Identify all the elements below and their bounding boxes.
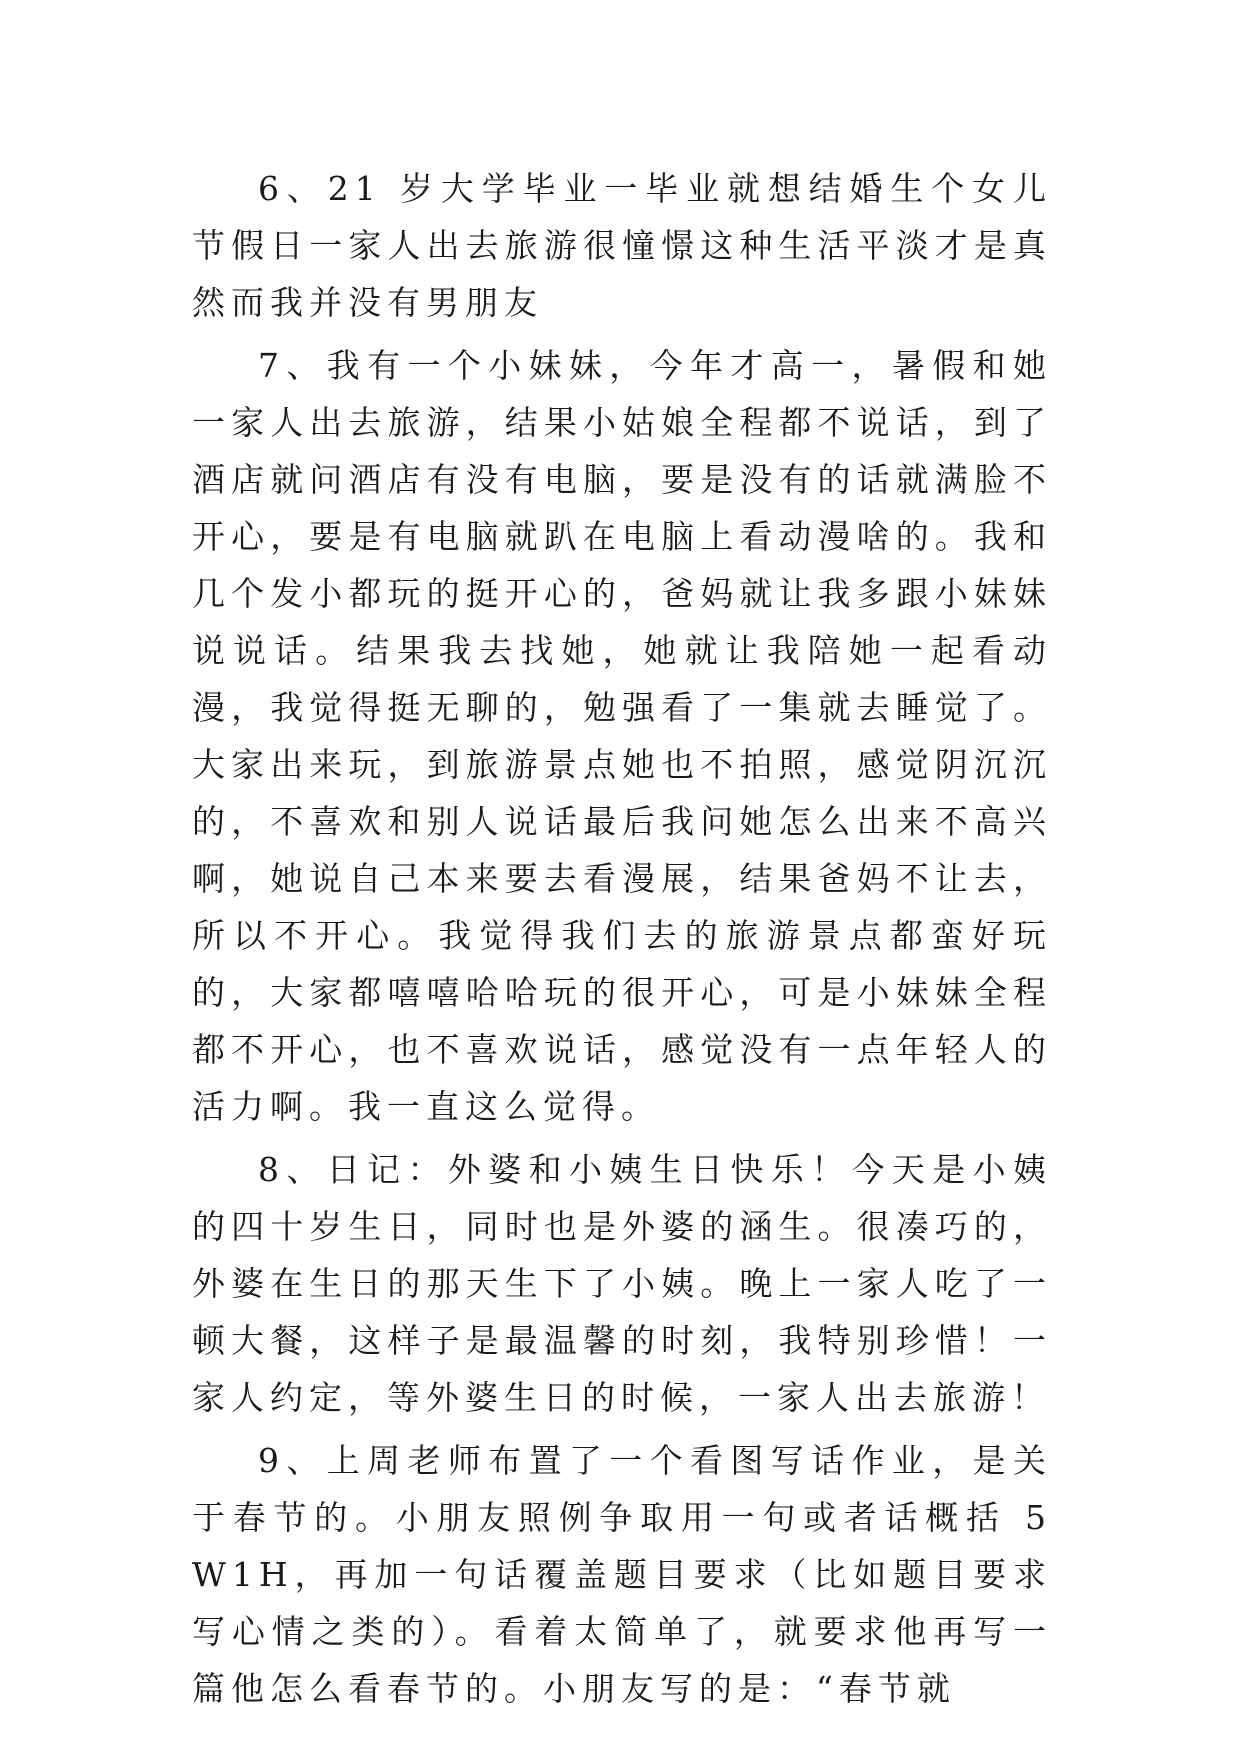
paragraph-6: 6、21 岁大学毕业一毕业就想结婚生个女儿节假日一家人出去旅游很憧憬这种生活平淡才是真然而我并没有男朋友 bbox=[192, 169, 1052, 322]
paragraph-7: 7、我有一个小妹妹，今年才高一，暑假和她一家人出去旅游，结果小姑娘全程都不说话，到了酒店就问酒店有没有电脑，要是没有的话就满脸不开心，要是有电脑就趴在电脑上看动漫啥的。我和几个发小都玩的挺开心的，爸妈就让我多跟小妹妹说说话。结果我去找她，她就让我陪她一起看动漫，我觉得挺无聊的，勉强看了一集就去睡觉了。大家出来玩，到旅游景点她也不拍照，感觉阴沉沉的，不喜欢和别人说话最后我问她怎么出来不高兴啊，她说自己本来要去看漫展，结果爸妈不让去，所以不开心。我觉得我们去的旅游景点都蛮好玩的，大家都嘻嘻哈哈玩的很开心，可是小妹妹全程都不开心，也不喜欢说话，感觉没有一点年轻人的活力啊。我一直这么觉得。 bbox=[192, 346, 1052, 1126]
document-body bbox=[192, 160, 1052, 1717]
paragraph-8: 8、日记：外婆和小姨生日快乐！今天是小姨的四十岁生日，同时也是外婆的涵生。很凑巧的，外婆在生日的那天生下了小姨。晚上一家人吃了一顿大餐，这样子是最温馨的时刻，我特别珍惜！一家人约定，等外婆生日的时候，一家人出去旅游！ bbox=[192, 1150, 1052, 1417]
paragraph-9: 9、上周老师布置了一个看图写话作业，是关于春节的。小朋友照例争取用一句或者话概括 5W1H，再加一句话覆盖题目要求（比如题目要求写心情之类的）。看着太简单了，就要求他再写一篇他怎么看春节的。小朋友写的是：“春节就 bbox=[192, 1441, 1052, 1708]
